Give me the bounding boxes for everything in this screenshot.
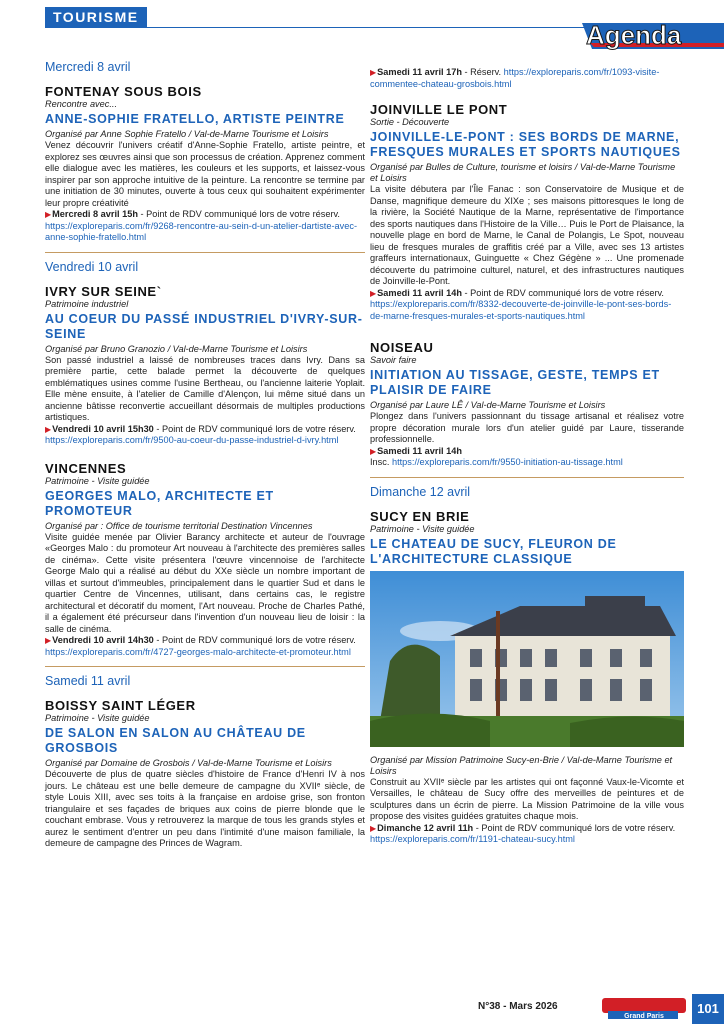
- event-city: IVRY SUR SEINE`: [45, 283, 162, 299]
- svg-text:Agenda: Agenda: [586, 20, 682, 50]
- event-rdv: ▶Dimanche 12 avril 11h - Point de RDV communiqué lors de votre réserv. https://exploreparis.com/fr/1191-chateau-sucy.html: [370, 822, 676, 844]
- event-link[interactable]: https://exploreparis.com/fr/1093-visite-commentee-chateau-grosbois.html: [370, 67, 660, 89]
- event-city: JOINVILLE LE PONT: [370, 102, 508, 117]
- event-title: AU COEUR DU PASSÉ INDUSTRIEL D'IVRY-SUR-SEINE: [45, 311, 363, 341]
- event-description: Visite guidée menée par Olivier Barancy architecte et auteur de l'ouvrage «Georges Malo : du promoteur Art nouveau à l'architecte des premières salles de cinéma». Cette visite présentera l'œuvre vincennoise de l'architecte George Malo qui a réalisé au début du XXe siècle un nombre important de villas et surtout d'immeubles, principalement dans le quartier Sud et dans le quartier Centre de Vincennes, utilisant, dans certains cas, le registre architectural et décoratif du moment, l'Art nouveau. Proche de Charles Pathé, il a également été précurseur dans l'invention d'un nouveau lieu de loisir : la salle de cinéma.: [45, 531, 365, 634]
- separator: [45, 666, 365, 667]
- date-heading: Mercredi 8 avril: [45, 60, 131, 74]
- right-column: [370, 67, 684, 846]
- event-link[interactable]: https://exploreparis.com/fr/8332-decouverte-de-joinville-le-pont-ses-bords-de-marne-fresques-murales-et-sports-nautiques.html: [370, 299, 672, 321]
- separator: [45, 252, 365, 253]
- event-rdv: ▶Samedi 11 avril 14h: [370, 445, 462, 456]
- event-description: Venez découvrir l'univers créatif d'Anne-Sophie Fratello, artiste peintre, et explorez ses œuvres ainsi que son processus de création. Apprenez comment elle dialogue avec les matières, les couleurs et les supports, et laissez-vous inspirer par son approche intuitive de la peinture. La rencontre se termine par une initiation de 30 minutes, ouverte à tous ceux qui souhaitent expérimenter leur propre créativité: [45, 140, 365, 208]
- event-title: ANNE-SOPHIE FRATELLO, ARTISTE PEINTRE: [45, 112, 345, 126]
- event-vincennes: [45, 461, 365, 659]
- event-organizer: Organisé par Bruno Granozio / Val-de-Marne Tourisme et Loisirs: [45, 343, 308, 354]
- event-organizer: Organisé par Laure LÊ / Val-de-Marne Tourisme et Loisirs: [370, 400, 606, 410]
- event-description: Construit au XVIIᵉ siècle par les artistes qui ont façonné Vaux-le-Vicomte et Versailles, le château de Sucy offre des merveilles de peintures et de sculptures dans un écrin de pierre. La Mission Patrimoine de la ville vous propose des visites guidées gratuites chaque mois.: [370, 776, 684, 821]
- section-tab: TOURISME: [45, 7, 147, 27]
- event-category: Savoir faire: [370, 355, 417, 365]
- event-organizer: Organisé par Anne Sophie Fratello / Val-de-Marne Tourisme et Loisirs: [45, 129, 329, 139]
- event-category: Patrimoine industriel: [45, 298, 129, 309]
- arrow-icon: ▶: [370, 68, 377, 77]
- arrow-icon: ▶: [370, 823, 377, 833]
- left-column: [45, 60, 365, 850]
- event-organizer: Organisé par : Office de tourisme territorial Destination Vincennes: [45, 520, 313, 531]
- event-title: LE CHATEAU DE SUCY, FLEURON DE L'ARCHITECTURE CLASSIQUE: [370, 536, 617, 566]
- event-link[interactable]: https://exploreparis.com/fr/1191-chateau-sucy.html: [370, 834, 575, 844]
- arrow-icon: ▶: [45, 210, 52, 219]
- event-category: Patrimoine - Visite guidée: [45, 713, 150, 723]
- event-link[interactable]: https://exploreparis.com/fr/4727-georges-malo-architecte-et-promoteur.html: [45, 646, 351, 657]
- event-city: FONTENAY SOUS BOIS: [45, 84, 202, 99]
- arrow-icon: ▶: [370, 288, 377, 298]
- svg-text:Grand Paris: Grand Paris: [624, 1013, 664, 1020]
- event-description: Plongez dans l'univers passionnant du tissage artisanal et réalisez votre propre décoration murale lors d'un atelier guidé par Laure, tisserande professionnelle.: [370, 411, 684, 444]
- event-description: Son passé industriel a laissé de nombreuses traces dans Ivry. Dans sa première partie, cette balade permet la découverte de quelques emblématiques usines comme l'usine Bertheau, ou l'ancienne laiterie Yoplait. Elle mène ensuite, à l'atelier de Camille d'Alençon, lui même situé dans un ancienne bâtisse reconvertie accueillant désormais de multiples productions artistiques.: [45, 354, 365, 422]
- event-link[interactable]: https://exploreparis.com/fr/9268-rencontre-au-sein-d-un-atelier-dartiste-avec-anne-sophie-fratello.html: [45, 220, 357, 242]
- event-rdv: ▶Samedi 11 avril 14h - Point de RDV communiqué lors de votre réserv. https://exploreparis.com/fr/8332-decouverte-de-joinville-le-pont-ses-bords-de-marne-fresques-murales-et-sports-nautiques.html: [370, 287, 672, 321]
- issue-number: N°38 - Mars 2026: [478, 1001, 558, 1012]
- event-link[interactable]: https://exploreparis.com/fr/9500-au-coeur-du-passe-industriel-d-ivry.html: [45, 435, 339, 445]
- chateau-photo: [370, 571, 684, 747]
- event-category: Sortie - Découverte: [370, 117, 450, 127]
- event-title: GEORGES MALO, ARCHITECTE ET PROMOTEUR: [45, 488, 274, 518]
- event-title: DE SALON EN SALON AU CHÂTEAU DE GROSBOIS: [45, 726, 306, 755]
- event-organizer: Organisé par Mission Patrimoine Sucy-en-Brie / Val-de-Marne Tourisme et Loisirs: [370, 754, 673, 776]
- event-title: INITIATION AU TISSAGE, GESTE, TEMPS ET PLAISIR DE FAIRE: [370, 368, 660, 397]
- date-heading: Dimanche 12 avril: [370, 484, 471, 499]
- event-joinville: [370, 102, 684, 322]
- event-category: Rencontre avec...: [45, 99, 118, 109]
- event-rdv: ▶Vendredi 10 avril 15h30 - Point de RDV communiqué lors de votre réserv. https://exploreparis.com/fr/9500-au-coeur-du-passe-industriel-d-ivry.html: [45, 423, 356, 445]
- event-noiseau: [370, 340, 684, 469]
- date-heading: Samedi 11 avril: [45, 674, 131, 688]
- arrow-icon: ▶: [370, 446, 377, 456]
- event-fontenay: [45, 84, 365, 244]
- event-category: Patrimoine - Visite guidée: [370, 523, 475, 534]
- event-organizer: Organisé par Bulles de Culture, tourisme et loisirs / Val-de-Marne Tourisme et Loisirs: [370, 162, 676, 183]
- event-sucy: [370, 509, 684, 846]
- arrow-icon: ▶: [45, 636, 52, 645]
- event-city: NOISEAU: [370, 340, 434, 355]
- event-boissy: [45, 698, 365, 850]
- agenda-logo: [582, 13, 724, 53]
- event-city: SUCY EN BRIE: [370, 508, 470, 524]
- event-link[interactable]: https://exploreparis.com/fr/9550-initiation-au-tissage.html: [391, 457, 623, 467]
- event-description: Découverte de plus de quatre siècles d'histoire de France d'Henri IV à nos jours. Le château est une belle demeure de campagne du XVIIᵉ siècle, de style Louis XIII, avec ses toits à la française en ardoise grise, son fronton triangulaire et ses façades de briques aux coins de pierre blonde que le couchant embrase. Vous y retrouverez la marque de tous les grands styles et aurez le sentiment d'entrer un peu dans l'intimité d'une maison familiale, la demeure de campagne des Princes de Wagram.: [45, 769, 365, 848]
- event-rdv: ▶Vendredi 10 avril 14h30 - Point de RDV communiqué lors de votre réserv. https://exploreparis.com/fr/4727-georges-malo-architecte-et-promoteur.html: [45, 635, 356, 657]
- event-city: BOISSY SAINT LÉGER: [45, 698, 196, 713]
- event-title: JOINVILLE-LE-PONT : SES BORDS DE MARNE, FRESQUES MURALES ET SPORTS NAUTIQUES: [370, 130, 681, 159]
- event-organizer: Organisé par Domaine de Grosbois / Val-de-Marne Tourisme et Loisirs: [45, 758, 332, 768]
- separator: [370, 477, 684, 478]
- event-description: La visite débutera par l'Île Fanac : son Conservatoire de Musique et de Danse, magnifique demeure du XIXe ; ses maisons pittoresques le long de la rivière, la Société Nautique de la Marne, représentative de l'importance des sports nautiques dans l'Histoire de la Ville… Puis le Port de Plaisance, la nouvelle plage en bord de Marne, le Canal de Polangis, Le Spot, nouveau lieu de fresques murales de graffitis créé par a Ville, avec ses 13 artistes graffeurs internationaux, Guinguette « Chez Gégène » ... Une promenade découverte du patrimoine culturel, naturel, et des infrastructures nautiques de Joinville-le-Pont.: [370, 184, 684, 286]
- event-rdv: ▶Mercredi 8 avril 15h - Point de RDV communiqué lors de votre réserv. https://exploreparis.com/fr/9268-rencontre-au-sein-d-un-atelier-dartiste-avec-anne-sophie-fratello.html: [45, 209, 357, 242]
- arrow-icon: ▶: [45, 424, 52, 434]
- date-heading: Vendredi 10 avril: [45, 259, 139, 274]
- magazine-logo: [600, 994, 688, 1020]
- page-number: 101: [692, 994, 724, 1024]
- event-city: VINCENNES: [45, 460, 127, 476]
- event-category: Patrimoine - Visite guidée: [45, 475, 150, 486]
- event-ivry: [45, 284, 365, 447]
- event-rdv: ▶Samedi 11 avril 17h - Réserv. https://exploreparis.com/fr/1093-visite-commentee-chateau-grosbois.html: [370, 67, 660, 89]
- event-registration: Insc. https://exploreparis.com/fr/9550-initiation-au-tissage.html: [370, 457, 623, 467]
